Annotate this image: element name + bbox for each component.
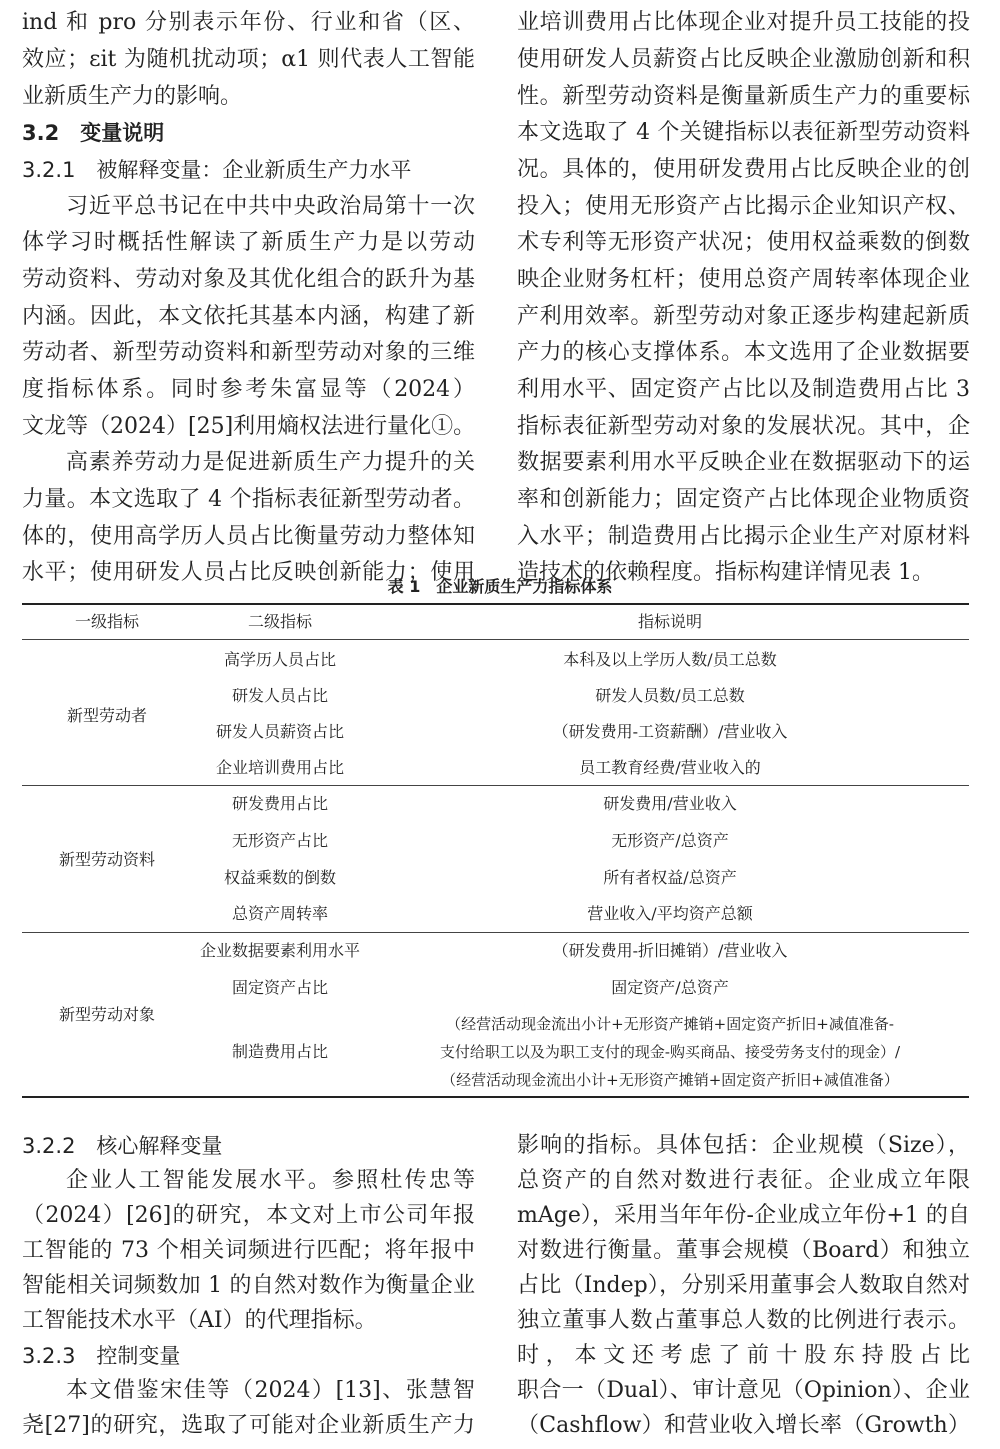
paragraph-line: 业新质生产力的影响。 [22,84,243,109]
table-group-rule [22,785,969,786]
table-cell-sub: 企业培训费用占比 [215,758,344,777]
table-group-label: 新型劳动对象 [58,1005,155,1024]
paragraph-line: mAge），采用当年年份-企业成立年份+1 的自 [517,1203,970,1228]
table-group-label: 新型劳动者 [66,706,147,725]
paragraph-line: 高素养劳动力是促进新质生产力提升的关 [66,450,475,475]
paragraph-line: 况。具体的，使用研发费用占比反映企业的创 [517,157,970,182]
table-cell-desc: （经营活动现金流出小计+无形资产摊销+固定资产折旧+减值准备） [441,1071,899,1089]
paragraph-line: 尧[27]的研究，选取了可能对企业新质生产力 [22,1413,475,1438]
subsection-heading: 3.2.1 被解释变量：企业新质生产力水平 [22,158,412,182]
section-heading: 3.2 变量说明 [22,121,165,145]
paragraph-line: （Cashflow）和营业收入增长率（Growth） [517,1413,970,1438]
paragraph-line: 占比（Indep），分别采用董事会人数取自然对 [517,1273,970,1298]
paragraph-line: 产利用效率。新型劳动对象正逐步构建起新质 [517,304,970,329]
paragraph-line: 文龙等（2024）[25]利用熵权法进行量化①。 [22,414,476,439]
paragraph-line: 总资产的自然对数进行表征。企业成立年限 [517,1168,970,1193]
table-caption: 表 1 企业新质生产力指标体系 [387,577,613,596]
paragraph-line: 时，本文还考虑了前十股东持股占比 [517,1343,970,1368]
table-top-rule [22,603,969,605]
table-cell-desc: 支付给职工以及为职工支付的现金-购买商品、接受劳务支付的现金）/ [439,1043,901,1061]
paragraph-line: 本文选取了 4 个关键指标以表征新型劳动资料 [517,120,970,145]
paragraph-line: 劳动资料、劳动对象及其优化组合的跃升为基 [22,267,475,292]
paragraph-line: 劳动者、新型劳动资料和新型劳动对象的三维 [22,340,475,365]
table-cell-desc: 本科及以上学历人数/员工总数 [563,650,777,669]
paragraph-line: 内涵。因此，本文依托其基本内涵，构建了新 [22,304,475,329]
table-group-rule [22,932,969,933]
table-cell-desc: 研发人员数/员工总数 [595,686,745,705]
paragraph-line: 率和创新能力；固定资产占比体现企业物质资 [517,487,970,512]
paragraph-line: 业培训费用占比体现企业对提升员工技能的投 [517,10,970,35]
table-bottom-rule [22,1096,969,1098]
paragraph-line: 本文借鉴宋佳等（2024）[13]、张慧智 [66,1378,475,1403]
paragraph-line: 投入；使用无形资产占比揭示企业知识产权、 [517,194,970,219]
table-cell-desc: （研发费用-折旧摊销）/营业收入 [552,941,788,960]
table-cell-desc: 无形资产/总资产 [611,831,729,850]
table-header-rule [22,639,969,640]
paragraph-line: ind 和 pro 分别表示年份、行业和省（区、 [22,10,475,35]
table-cell-desc: 营业收入/平均资产总额 [587,904,753,923]
subsection-heading: 3.2.2 核心解释变量 [22,1134,223,1158]
table-header-cell: 二级指标 [247,612,312,631]
table-cell-desc: 固定资产/总资产 [611,978,729,997]
table-group-label: 新型劳动资料 [58,850,155,869]
paragraph-line: 工智能技术水平（AI）的代理指标。 [22,1308,377,1333]
paragraph-line: 数据要素利用水平反映企业在数据驱动下的运 [517,450,970,475]
table-cell-sub: 企业数据要素利用水平 [199,941,360,960]
paragraph-line: 使用研发人员薪资占比反映企业激励创新和积 [517,47,970,72]
table-cell-sub: 高学历人员占比 [223,650,336,669]
paragraph-line: 映企业财务杠杆；使用总资产周转率体现企业 [517,267,970,292]
subsection-heading: 3.2.3 控制变量 [22,1344,181,1368]
paragraph-line: 职合一（Dual）、审计意见（Opinion）、企业 [517,1378,970,1403]
paragraph-line: 工智能的 73 个相关词频进行匹配；将年报中 [22,1238,475,1263]
paragraph-line: （2024）[26]的研究，本文对上市公司年报 [22,1203,475,1228]
table-cell-desc: 所有者权益/总资产 [603,868,737,887]
table-cell-sub: 研发费用占比 [231,794,328,813]
paragraph-line: 习近平总书记在中共中央政治局第十一次 [66,194,475,219]
paragraph-line: 造技术的依赖程度。指标构建详情见表 1。 [517,560,934,585]
paragraph-line: 指标表征新型劳动对象的发展状况。其中，企 [517,414,970,439]
table-cell-sub: 总资产周转率 [231,904,328,923]
table-cell-desc: 研发费用/营业收入 [603,794,737,813]
paragraph-line: 水平；使用研发人员占比反映创新能力；使用 [22,560,475,585]
table-cell-sub: 无形资产占比 [231,831,328,850]
paragraph-line: 利用水平、固定资产占比以及制造费用占比 3 [517,377,970,402]
paragraph-line: 产力的核心支撑体系。本文选用了企业数据要 [517,340,970,365]
paragraph-line: 体的，使用高学历人员占比衡量劳动力整体知 [22,524,475,549]
paragraph-line: 入水平；制造费用占比揭示企业生产对原材料 [517,524,970,549]
table-cell-sub: 权益乘数的倒数 [223,868,336,887]
table-cell-desc: （研发费用-工资薪酬）/营业收入 [552,722,788,741]
table-header-cell: 指标说明 [637,612,702,631]
paragraph-line: 影响的指标。具体包括：企业规模（Size）， [517,1133,970,1158]
table-cell-sub: 研发人员薪资占比 [215,722,344,741]
paragraph-line: 术专利等无形资产状况；使用权益乘数的倒数 [517,230,970,255]
paragraph-line: 度指标体系。同时参考朱富显等（2024） [22,377,475,402]
paragraph-line: 性。新型劳动资料是衡量新质生产力的重要标 [517,84,970,109]
table-cell-sub: 固定资产占比 [231,978,328,997]
table-cell-sub: 制造费用占比 [231,1042,328,1061]
table-header-cell: 一级指标 [74,612,139,631]
table-cell-desc: 员工教育经费/营业收入的 [579,758,761,777]
paragraph-line: 独立董事人数占董事总人数的比例进行表示。 [517,1308,970,1333]
paragraph-line: 体学习时概括性解读了新质生产力是以劳动 [22,230,475,255]
table-cell-desc: （经营活动现金流出小计+无形资产摊销+固定资产折旧+减值准备- [446,1015,894,1033]
paragraph-line: 对数进行衡量。董事会规模（Board）和独立 [517,1238,970,1263]
table-cell-sub: 研发人员占比 [231,686,328,705]
paragraph-line: 力量。本文选取了 4 个指标表征新型劳动者。 [22,487,475,512]
paragraph-line: 智能相关词频数加 1 的自然对数作为衡量企业 [22,1273,475,1298]
paragraph-line: 企业人工智能发展水平。参照杜传忠等 [66,1168,475,1193]
paragraph-line: 效应；εit 为随机扰动项；α1 则代表人工智能 [22,47,475,72]
